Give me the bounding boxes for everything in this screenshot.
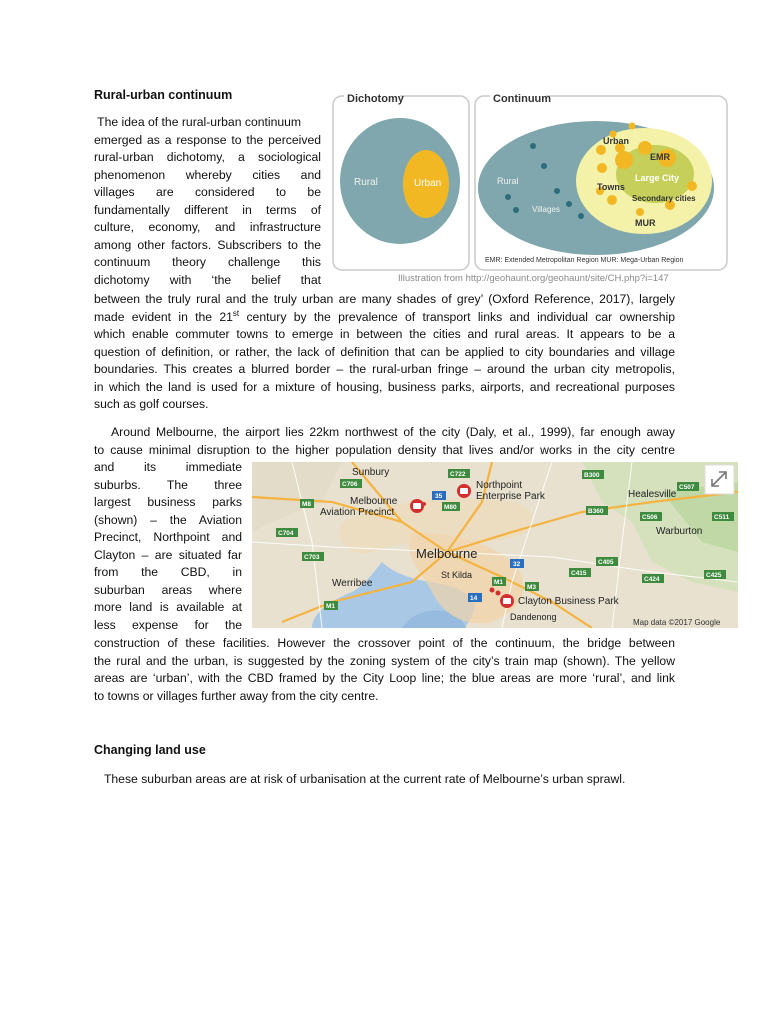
dichotomy-label: Dichotomy	[347, 93, 404, 105]
place-label: Dandenong	[510, 612, 557, 622]
intro-paragraph-continued	[94, 291, 675, 414]
continuum-figure	[332, 88, 730, 273]
secondary-cities-label: Secondary cities	[632, 194, 696, 203]
text-line: to towns or villages further away from the city centre.	[94, 688, 379, 703]
text-line: largest business parks	[94, 495, 242, 509]
urban-continuum-label: Urban	[603, 136, 630, 146]
road-label: M80	[444, 504, 457, 511]
road-label: C507	[679, 484, 695, 491]
text-line: villages are considered to be	[94, 185, 321, 199]
road-label: C722	[450, 471, 466, 478]
road-label: B300	[584, 472, 600, 479]
place-label: Werribee	[332, 578, 373, 589]
mur-label: MUR	[635, 218, 656, 228]
map-marker-clayton[interactable]	[500, 594, 514, 608]
place-label: Sunbury	[352, 467, 390, 478]
section-heading-rural-urban-continuum: Rural-urban continuum	[94, 88, 233, 102]
road-label: C706	[342, 481, 358, 488]
road-label: C424	[644, 576, 660, 583]
figure-caption: Illustration from http://geohaunt.org/geohaunt/site/CH.php?i=147	[398, 273, 669, 284]
place-label: Northpoint	[476, 480, 523, 491]
road-label: 35	[435, 493, 443, 500]
text-line: question of definition, or rather, the lack of definition that can be applied to city boundaries and village	[94, 344, 675, 359]
emr-label: EMR	[650, 152, 670, 162]
place-label: Melbourne	[350, 496, 398, 507]
melbourne-map[interactable]	[252, 462, 738, 628]
text-line: (shown) – the Aviation	[94, 512, 242, 527]
text-line: fundamentally different in terms of	[94, 202, 321, 217]
place-label: Clayton Business Park	[518, 596, 619, 607]
road-label: C511	[714, 514, 730, 521]
text-line: Clayton – are situated far	[94, 547, 242, 562]
text-line: which enable commuter towns to emerge in between the cities and rural areas. It appears to be a	[94, 327, 675, 341]
road-label: M3	[527, 584, 537, 591]
road-label: C425	[706, 572, 722, 579]
text-line: between the truly rural and the truly urban are many shades of grey’ (Oxford Reference, 2017), largely	[94, 292, 675, 306]
melbourne-paragraph-top	[94, 424, 675, 459]
text-line: Around Melbourne, the airport lies 22km northwest of the city (Daly, et al., 1999), far enough away	[94, 425, 675, 439]
place-label: Healesville	[628, 489, 677, 500]
text-line: to cause minimal disruption to the higher population density that lives and/or works in the city centre	[94, 442, 675, 457]
text-line: areas are ‘urban’, with the CBD framed by the City Loop line; the blue areas are more ‘rural’, and link	[94, 671, 675, 685]
text-line: dichotomy with ‘the belief that	[94, 272, 321, 287]
road-label: C703	[304, 554, 320, 561]
road-label: 14	[470, 595, 478, 602]
map-marker-northpoint[interactable]	[457, 484, 471, 498]
intro-paragraph-column	[94, 114, 321, 289]
text-line: construction of these facilities. However the crossover point of the continuum, the bridge between	[94, 636, 675, 650]
road-label: C415	[571, 570, 587, 577]
melbourne-paragraph-column	[94, 459, 242, 634]
road-label: C405	[598, 559, 614, 566]
changing-land-use-paragraph: These suburban areas are at risk of urbanisation at the current rate of Melbourne’s urban sprawl.	[94, 772, 626, 786]
text-line: rural-urban dichotomy, a sociological	[94, 150, 321, 164]
place-label: Melbourne	[416, 546, 478, 561]
road-label: C506	[642, 514, 658, 521]
continuum-label: Continuum	[493, 93, 552, 105]
text-line: the rural and the urban, is suggested by the zoning system of the city’s train map (shown). The yellow	[94, 653, 675, 668]
road-label: M1	[494, 579, 504, 586]
place-label: St Kilda	[441, 570, 473, 580]
text-line: among other factors. Subscribers to the	[94, 237, 321, 252]
text-line: in which the land is used for a mixture of housing, business parks, airports, and recreational purposes	[94, 379, 675, 394]
road-label: M1	[326, 603, 336, 610]
text-line: emerged as a response to the perceived	[94, 132, 321, 147]
place-label: Warburton	[656, 526, 703, 537]
text-line: boundaries. This creates a blurred border – the rural-urban fringe – around the urban city metropolis,	[94, 362, 675, 376]
place-label: Enterprise Park	[476, 491, 545, 502]
expand-map-icon[interactable]	[705, 465, 734, 494]
text-line-21st: made evident in the 21st century by the prevalence of transport links and individual car ownership	[94, 308, 675, 324]
road-label: B360	[588, 508, 604, 515]
road-label: 32	[513, 561, 521, 568]
text-line: suburbs. The three	[94, 477, 242, 492]
text-line: continuum theory challenge this	[94, 255, 321, 269]
text-line: and its immediate	[94, 460, 242, 474]
road-label: C704	[278, 530, 294, 537]
place-label: Aviation Precinct	[320, 507, 395, 518]
villages-label: Villages	[532, 205, 560, 214]
text-line: suburban areas where	[94, 582, 242, 597]
rural-label: Rural	[354, 177, 378, 188]
map-credit: Map data ©2017 Google	[633, 618, 721, 627]
text-line: from the CBD, in	[94, 565, 242, 579]
section-heading-changing-land-use: Changing land use	[94, 743, 206, 757]
rural-continuum-label: Rural	[497, 176, 519, 186]
melbourne-paragraph-bottom	[94, 635, 675, 705]
towns-label: Towns	[597, 182, 625, 192]
text-line: culture, economy, and infrastructure	[94, 220, 321, 234]
large-city-label: Large City	[635, 173, 680, 183]
figure-footnote: EMR: Extended Metropolitan Region MUR: Mega-Urban Region	[485, 257, 684, 264]
text-line: more land is available at	[94, 600, 242, 614]
map-marker-aviation[interactable]	[410, 499, 424, 513]
road-label: M8	[302, 501, 312, 508]
urban-label: Urban	[414, 178, 442, 189]
text-line: such as golf courses.	[94, 397, 209, 411]
text-line: The idea of the rural-urban continuum	[94, 115, 302, 129]
text-line: phenomenon whereby cities and	[94, 167, 321, 182]
text-line: Precinct, Northpoint and	[94, 530, 242, 544]
text-line: less expense for the	[94, 617, 242, 632]
